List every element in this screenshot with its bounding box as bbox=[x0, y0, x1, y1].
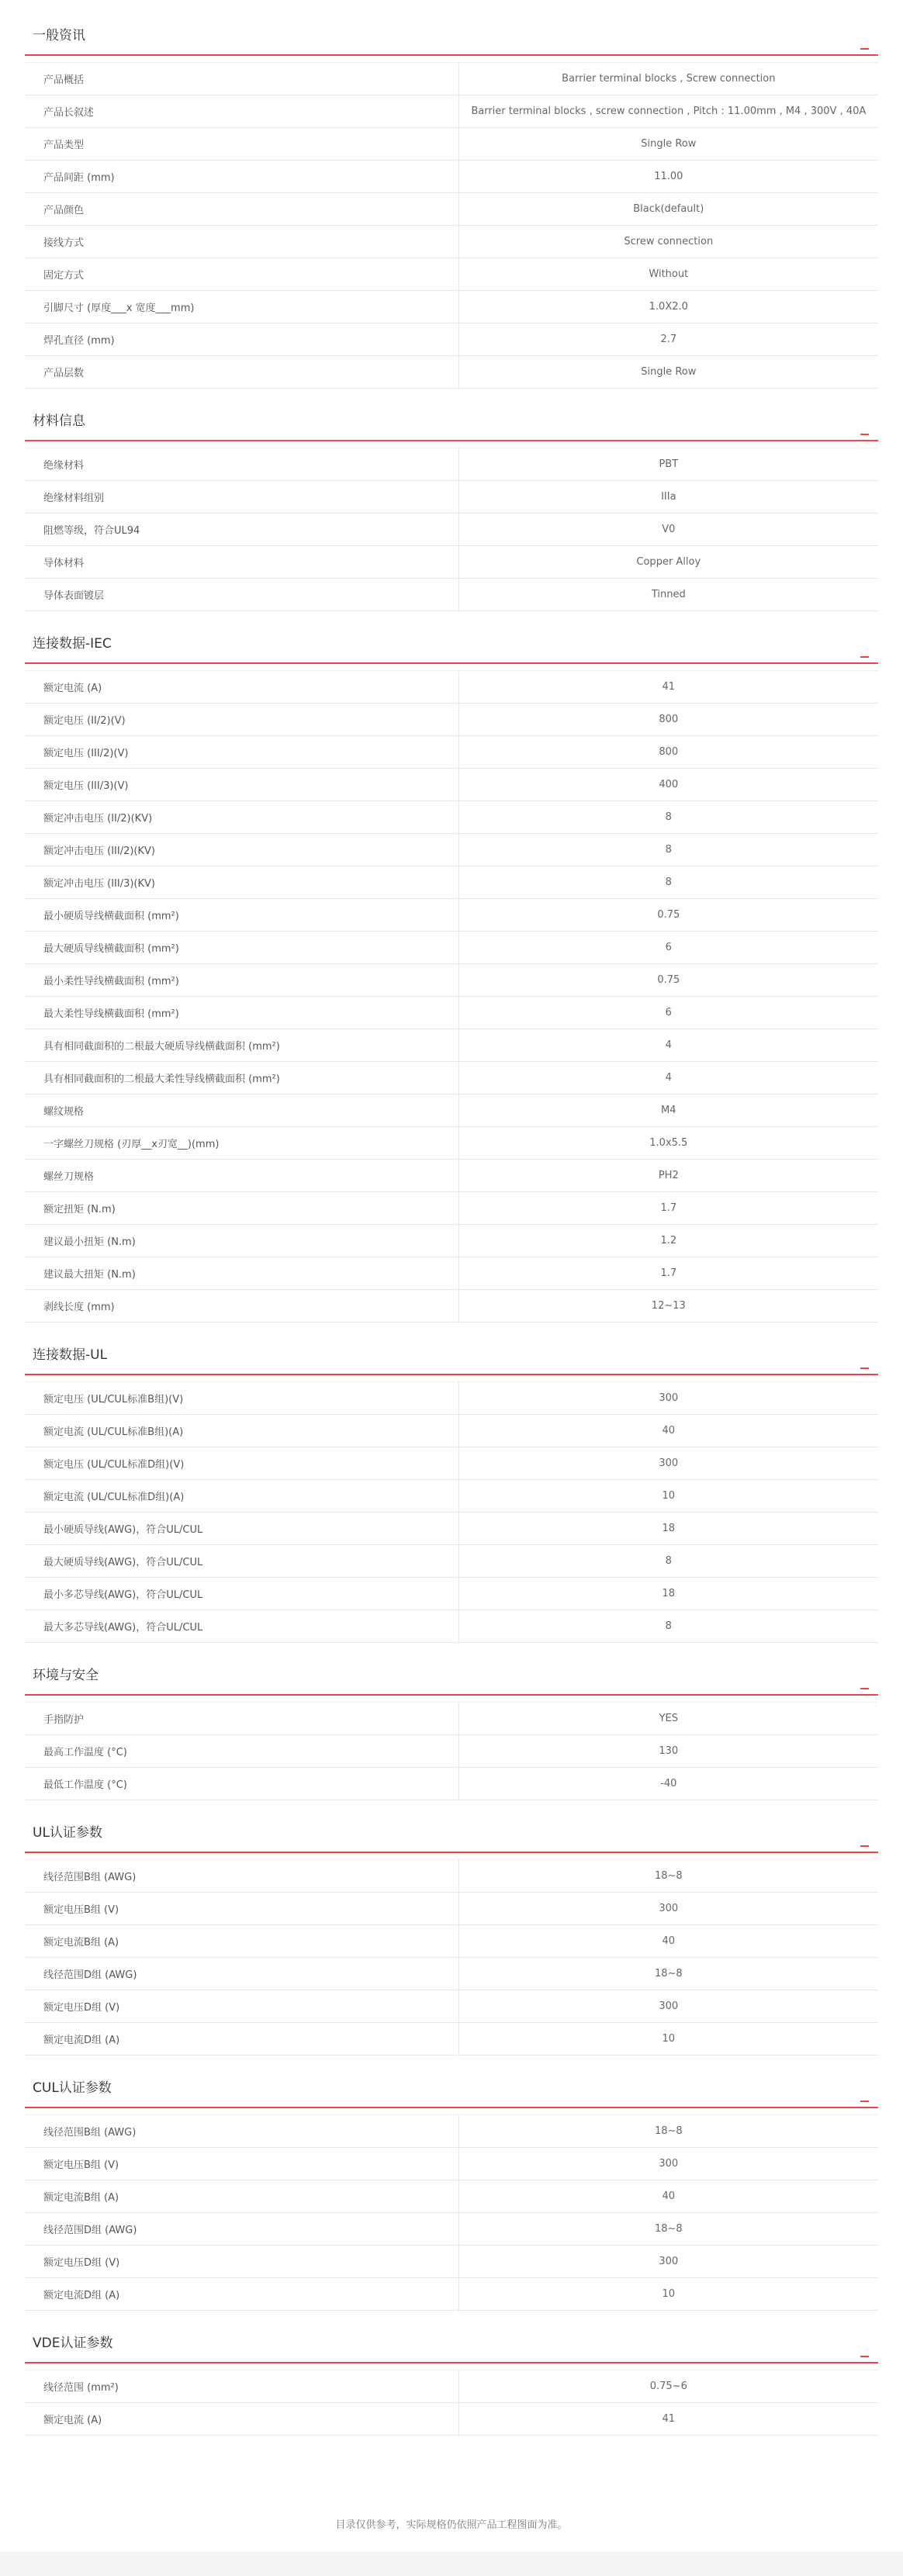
spec-value: 11.00 bbox=[458, 161, 878, 193]
section-title: 环境与安全 bbox=[33, 1668, 99, 1683]
spec-label: 最大硬质导线横截面积 (mm²) bbox=[25, 932, 458, 964]
spec-label: 具有相同截面积的二根最大硬质导线横截面积 (mm²) bbox=[25, 1029, 458, 1062]
spec-label: 额定冲击电压 (III/3)(KV) bbox=[25, 866, 458, 899]
spec-row bbox=[25, 2180, 878, 2213]
section-header[interactable] bbox=[25, 1661, 878, 1696]
spec-value: -40 bbox=[458, 1768, 878, 1800]
spec-label: 最大硬质导线(AWG)，符合UL/CUL bbox=[25, 1545, 458, 1578]
spec-row bbox=[25, 1610, 878, 1643]
spec-value: PBT bbox=[458, 448, 878, 481]
spec-value: Tinned bbox=[458, 579, 878, 611]
spec-value: PH2 bbox=[458, 1160, 878, 1192]
spec-row bbox=[25, 2213, 878, 2246]
spec-row bbox=[25, 1415, 878, 1447]
spec-row bbox=[25, 63, 878, 95]
spec-row bbox=[25, 291, 878, 323]
spec-label: 最小硬质导线(AWG)，符合UL/CUL bbox=[25, 1513, 458, 1545]
spec-label: 额定电流 (A) bbox=[25, 671, 458, 704]
spec-row bbox=[25, 1225, 878, 1257]
spec-label: 导体材料 bbox=[25, 546, 458, 579]
spec-value: 8 bbox=[458, 1545, 878, 1578]
section-spacer bbox=[25, 2363, 878, 2370]
spec-row bbox=[25, 193, 878, 226]
spec-value: 0.75~6 bbox=[458, 2370, 878, 2403]
spec-row bbox=[25, 2023, 878, 2056]
spec-label: 最小硬质导线横截面积 (mm²) bbox=[25, 899, 458, 932]
spec-row bbox=[25, 1160, 878, 1192]
spec-value: 4 bbox=[458, 1029, 878, 1062]
spec-row bbox=[25, 448, 878, 481]
spec-label: 固定方式 bbox=[25, 258, 458, 291]
spec-value: 1.2 bbox=[458, 1225, 878, 1257]
spec-row bbox=[25, 579, 878, 611]
spec-section bbox=[25, 2329, 878, 2436]
spec-value: 41 bbox=[458, 671, 878, 704]
spec-value: 300 bbox=[458, 1893, 878, 1925]
spec-label: 剥线长度 (mm) bbox=[25, 1290, 458, 1323]
spec-value: 18~8 bbox=[458, 2213, 878, 2246]
spec-label: 额定冲击电压 (II/2)(KV) bbox=[25, 801, 458, 834]
spec-row bbox=[25, 1192, 878, 1225]
spec-row bbox=[25, 1029, 878, 1062]
spec-row bbox=[25, 2148, 878, 2180]
spec-row bbox=[25, 964, 878, 997]
spec-label: 额定电压 (III/2)(V) bbox=[25, 736, 458, 769]
spec-row bbox=[25, 481, 878, 513]
spec-row bbox=[25, 1578, 878, 1610]
spec-row bbox=[25, 671, 878, 704]
section-header[interactable] bbox=[25, 22, 878, 56]
spec-row bbox=[25, 258, 878, 291]
spec-label: 额定电流B组 (A) bbox=[25, 1925, 458, 1958]
spec-value: Single Row bbox=[458, 356, 878, 389]
spec-value: 18~8 bbox=[458, 1958, 878, 1990]
spec-row bbox=[25, 1925, 878, 1958]
spec-label: 额定电流B组 (A) bbox=[25, 2180, 458, 2213]
spec-table bbox=[25, 63, 878, 389]
collapse-minus-icon[interactable] bbox=[860, 424, 869, 435]
spec-row bbox=[25, 1513, 878, 1545]
spec-label: 具有相同截面积的二根最大柔性导线横截面积 (mm²) bbox=[25, 1062, 458, 1094]
spec-value: 6 bbox=[458, 932, 878, 964]
spec-row bbox=[25, 1447, 878, 1480]
spec-value: V0 bbox=[458, 513, 878, 546]
spec-value: YES bbox=[458, 1703, 878, 1735]
spec-label: 额定电压B组 (V) bbox=[25, 2148, 458, 2180]
section-header[interactable] bbox=[25, 407, 878, 441]
spec-label: 绝缘材料 bbox=[25, 448, 458, 481]
spec-section bbox=[25, 1341, 878, 1643]
spec-row bbox=[25, 801, 878, 834]
spec-label: 额定电流 (UL/CUL标准D组)(A) bbox=[25, 1480, 458, 1513]
spec-value: Single Row bbox=[458, 128, 878, 161]
collapse-minus-icon[interactable] bbox=[860, 2346, 869, 2357]
spec-label: 线径范围 (mm²) bbox=[25, 2370, 458, 2403]
spec-table bbox=[25, 1382, 878, 1643]
spec-label: 最小柔性导线横截面积 (mm²) bbox=[25, 964, 458, 997]
spec-label: 接线方式 bbox=[25, 226, 458, 258]
spec-row bbox=[25, 1257, 878, 1290]
spec-label: 产品层数 bbox=[25, 356, 458, 389]
spec-label: 额定冲击电压 (III/2)(KV) bbox=[25, 834, 458, 866]
spec-row bbox=[25, 736, 878, 769]
spec-label: 额定扭矩 (N.m) bbox=[25, 1192, 458, 1225]
collapse-minus-icon[interactable] bbox=[860, 2091, 869, 2102]
spec-value: 10 bbox=[458, 2023, 878, 2056]
spec-table bbox=[25, 2115, 878, 2311]
spec-label: 线径范围B组 (AWG) bbox=[25, 2115, 458, 2148]
spec-value: 40 bbox=[458, 1415, 878, 1447]
spec-label: 最低工作温度 (°C) bbox=[25, 1768, 458, 1800]
collapse-minus-icon[interactable] bbox=[860, 1679, 869, 1689]
spec-table bbox=[25, 448, 878, 611]
spec-label: 额定电压D组 (V) bbox=[25, 2246, 458, 2278]
spec-value: 18 bbox=[458, 1578, 878, 1610]
section-spacer bbox=[25, 1853, 878, 1860]
spec-value: 12~13 bbox=[458, 1290, 878, 1323]
spec-row bbox=[25, 1480, 878, 1513]
spec-value: 8 bbox=[458, 801, 878, 834]
spec-value: 18~8 bbox=[458, 1860, 878, 1893]
spec-value: 300 bbox=[458, 2148, 878, 2180]
spec-row bbox=[25, 1545, 878, 1578]
spec-label: 最高工作温度 (°C) bbox=[25, 1735, 458, 1768]
spec-label: 额定电流 (A) bbox=[25, 2403, 458, 2436]
spec-table bbox=[25, 1703, 878, 1800]
spec-row bbox=[25, 128, 878, 161]
collapse-minus-icon[interactable] bbox=[860, 647, 869, 658]
collapse-minus-icon[interactable] bbox=[860, 1358, 869, 1369]
spec-row bbox=[25, 1382, 878, 1415]
collapse-minus-icon[interactable] bbox=[860, 39, 869, 50]
spec-label: 手指防护 bbox=[25, 1703, 458, 1735]
spec-row bbox=[25, 769, 878, 801]
spec-label: 螺纹规格 bbox=[25, 1094, 458, 1127]
spec-label: 最大多芯导线(AWG)，符合UL/CUL bbox=[25, 1610, 458, 1643]
spec-label: 产品类型 bbox=[25, 128, 458, 161]
spec-row bbox=[25, 1893, 878, 1925]
spec-section bbox=[25, 1819, 878, 2056]
spec-section bbox=[25, 22, 878, 389]
spec-label: 最大柔性导线横截面积 (mm²) bbox=[25, 997, 458, 1029]
spec-value: 10 bbox=[458, 2278, 878, 2311]
section-header[interactable] bbox=[25, 1819, 878, 1853]
section-title: 材料信息 bbox=[33, 413, 85, 429]
section-spacer bbox=[25, 56, 878, 63]
spec-value: 8 bbox=[458, 866, 878, 899]
spec-label: 焊孔直径 (mm) bbox=[25, 323, 458, 356]
spec-value: 300 bbox=[458, 1990, 878, 2023]
spec-row bbox=[25, 704, 878, 736]
spec-value: 1.7 bbox=[458, 1257, 878, 1290]
spec-label: 产品概括 bbox=[25, 63, 458, 95]
spec-row bbox=[25, 1127, 878, 1160]
spec-row bbox=[25, 226, 878, 258]
spec-table bbox=[25, 671, 878, 1323]
spec-value: 300 bbox=[458, 1382, 878, 1415]
section-spacer bbox=[25, 1375, 878, 1382]
spec-row bbox=[25, 932, 878, 964]
section-spacer bbox=[25, 441, 878, 448]
spec-label: 线径范围D组 (AWG) bbox=[25, 2213, 458, 2246]
spec-label: 建议最小扭矩 (N.m) bbox=[25, 1225, 458, 1257]
spec-section bbox=[25, 407, 878, 611]
spec-value: Without bbox=[458, 258, 878, 291]
spec-label: 额定电流D组 (A) bbox=[25, 2278, 458, 2311]
spec-row bbox=[25, 95, 878, 128]
section-header[interactable] bbox=[25, 2329, 878, 2363]
spec-value: 18 bbox=[458, 1513, 878, 1545]
spec-table bbox=[25, 2370, 878, 2436]
spec-row bbox=[25, 2403, 878, 2436]
spec-value: 400 bbox=[458, 769, 878, 801]
section-spacer bbox=[25, 2108, 878, 2115]
section-spacer bbox=[25, 664, 878, 671]
spec-label: 产品间距 (mm) bbox=[25, 161, 458, 193]
spec-value: 1.7 bbox=[458, 1192, 878, 1225]
spec-label: 一字螺丝刀规格 (刃厚__x刃宽__)(mm) bbox=[25, 1127, 458, 1160]
section-header[interactable] bbox=[25, 630, 878, 664]
spec-label: 线径范围B组 (AWG) bbox=[25, 1860, 458, 1893]
section-header[interactable] bbox=[25, 2074, 878, 2108]
spec-label: 产品长叙述 bbox=[25, 95, 458, 128]
spec-row bbox=[25, 2115, 878, 2148]
spec-row bbox=[25, 2246, 878, 2278]
section-title: CUL认证参数 bbox=[33, 2080, 112, 2096]
spec-label: 阻燃等级，符合UL94 bbox=[25, 513, 458, 546]
spec-label: 引脚尺寸 (厚度___x 宽度___mm) bbox=[25, 291, 458, 323]
spec-label: 线径范围D组 (AWG) bbox=[25, 1958, 458, 1990]
section-title: UL认证参数 bbox=[33, 1825, 102, 1841]
spec-label: 最小多芯导线(AWG)，符合UL/CUL bbox=[25, 1578, 458, 1610]
spec-value: Screw connection bbox=[458, 226, 878, 258]
spec-value: 800 bbox=[458, 704, 878, 736]
spec-label: 额定电压D组 (V) bbox=[25, 1990, 458, 2023]
spec-label: 建议最大扭矩 (N.m) bbox=[25, 1257, 458, 1290]
page-bottom-band bbox=[0, 2552, 903, 2576]
spec-row bbox=[25, 1860, 878, 1893]
spec-row bbox=[25, 1768, 878, 1800]
spec-value: M4 bbox=[458, 1094, 878, 1127]
spec-label: 额定电压 (UL/CUL标准D组)(V) bbox=[25, 1447, 458, 1480]
section-title: VDE认证参数 bbox=[33, 2336, 113, 2351]
disclaimer-footnote: 目录仅供参考，实际规格仍依照产品工程图面为准。 bbox=[335, 2519, 568, 2531]
spec-value: 1.0x5.5 bbox=[458, 1127, 878, 1160]
spec-value: Barrier terminal blocks , Screw connection bbox=[458, 63, 878, 95]
spec-row bbox=[25, 356, 878, 389]
spec-value: 8 bbox=[458, 1610, 878, 1643]
spec-value: 40 bbox=[458, 2180, 878, 2213]
spec-value: Black(default) bbox=[458, 193, 878, 226]
spec-row bbox=[25, 546, 878, 579]
section-spacer bbox=[25, 1696, 878, 1703]
spec-value: 8 bbox=[458, 834, 878, 866]
spec-value: 0.75 bbox=[458, 964, 878, 997]
spec-value: Copper Alloy bbox=[458, 546, 878, 579]
spec-label: 额定电压 (III/3)(V) bbox=[25, 769, 458, 801]
collapse-minus-icon[interactable] bbox=[860, 1836, 869, 1847]
spec-label: 额定电压 (II/2)(V) bbox=[25, 704, 458, 736]
spec-sheet bbox=[25, 0, 878, 2436]
section-title: 连接数据-UL bbox=[33, 1347, 108, 1363]
spec-value: 300 bbox=[458, 1447, 878, 1480]
spec-row bbox=[25, 1703, 878, 1735]
spec-row bbox=[25, 1062, 878, 1094]
spec-value: 130 bbox=[458, 1735, 878, 1768]
spec-row bbox=[25, 899, 878, 932]
spec-value: 6 bbox=[458, 997, 878, 1029]
spec-value: 40 bbox=[458, 1925, 878, 1958]
spec-value: 1.0X2.0 bbox=[458, 291, 878, 323]
spec-row bbox=[25, 2278, 878, 2311]
spec-row bbox=[25, 1958, 878, 1990]
spec-section bbox=[25, 630, 878, 1323]
spec-label: 导体表面镀层 bbox=[25, 579, 458, 611]
spec-row bbox=[25, 513, 878, 546]
spec-row bbox=[25, 161, 878, 193]
spec-label: 额定电压B组 (V) bbox=[25, 1893, 458, 1925]
section-title: 连接数据-IEC bbox=[33, 636, 112, 652]
spec-value: 300 bbox=[458, 2246, 878, 2278]
spec-value: Barrier terminal blocks , screw connection , Pitch : 11.00mm , M4 , 300V , 40A bbox=[458, 95, 878, 128]
spec-row bbox=[25, 323, 878, 356]
spec-row bbox=[25, 866, 878, 899]
spec-row bbox=[25, 834, 878, 866]
section-header[interactable] bbox=[25, 1341, 878, 1375]
spec-value: 4 bbox=[458, 1062, 878, 1094]
spec-label: 绝缘材料组别 bbox=[25, 481, 458, 513]
spec-value: 800 bbox=[458, 736, 878, 769]
spec-label: 额定电流D组 (A) bbox=[25, 2023, 458, 2056]
spec-value: 10 bbox=[458, 1480, 878, 1513]
spec-value: 41 bbox=[458, 2403, 878, 2436]
spec-value: IIIa bbox=[458, 481, 878, 513]
spec-label: 产品颜色 bbox=[25, 193, 458, 226]
spec-table bbox=[25, 1860, 878, 2056]
spec-section bbox=[25, 1661, 878, 1800]
spec-label: 额定电流 (UL/CUL标准B组)(A) bbox=[25, 1415, 458, 1447]
spec-section bbox=[25, 2074, 878, 2311]
spec-label: 螺丝刀规格 bbox=[25, 1160, 458, 1192]
spec-row bbox=[25, 1094, 878, 1127]
section-title: 一般资讯 bbox=[33, 28, 85, 43]
spec-value: 2.7 bbox=[458, 323, 878, 356]
spec-value: 18~8 bbox=[458, 2115, 878, 2148]
spec-row bbox=[25, 997, 878, 1029]
spec-row bbox=[25, 1990, 878, 2023]
spec-row bbox=[25, 2370, 878, 2403]
spec-row bbox=[25, 1735, 878, 1768]
spec-value: 0.75 bbox=[458, 899, 878, 932]
spec-row bbox=[25, 1290, 878, 1323]
spec-label: 额定电压 (UL/CUL标准B组)(V) bbox=[25, 1382, 458, 1415]
